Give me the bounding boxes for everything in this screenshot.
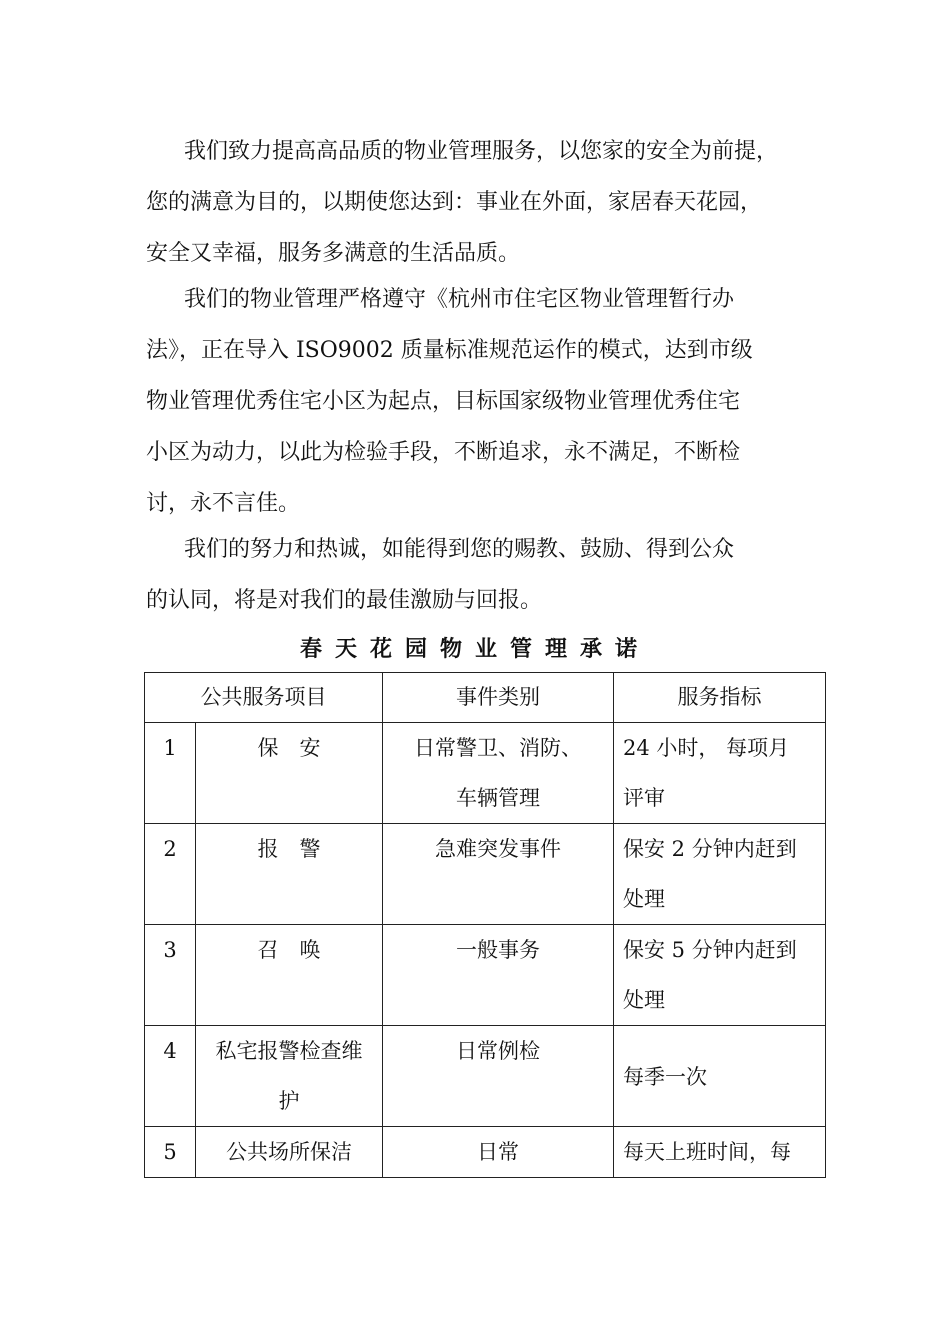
cell-line: 处理 <box>623 988 665 1012</box>
cell-line: 保安 2 分钟内赶到 <box>623 837 797 861</box>
text-line: 物业管理优秀住宅小区为起点，目标国家级物业管理优秀住宅 <box>146 389 741 414</box>
service-indicator <box>614 1026 826 1127</box>
cell-line: 每季一次 <box>623 1065 707 1089</box>
service-indicator <box>614 925 826 1026</box>
service-item <box>196 925 383 1026</box>
text-line: 我们的努力和热诚，如能得到您的赐教、鼓励、得到公众 <box>184 537 735 562</box>
service-indicator <box>614 824 826 925</box>
paragraph-closing <box>146 524 836 626</box>
paragraph-standards <box>146 274 836 529</box>
cell-line: 车辆管理 <box>456 786 540 810</box>
table-header-row <box>145 673 826 723</box>
service-commitment-table <box>144 672 826 1178</box>
row-number: 3 <box>145 925 196 1026</box>
service-item <box>196 723 383 824</box>
text-line: 我们致力提高高品质的物业管理服务，以您家的安全为前提， <box>184 139 779 164</box>
cell-line: 一般事务 <box>456 938 540 962</box>
cell-line: 每天上班时间，每 <box>623 1140 791 1164</box>
table-title: 春天花园物业管理承诺 <box>299 637 650 662</box>
cell-line: 报 警 <box>257 837 321 861</box>
cell-line: 急难突发事件 <box>435 837 561 861</box>
service-item <box>196 824 383 925</box>
event-category <box>383 723 614 824</box>
table-row <box>145 925 826 1026</box>
cell-line: 公共场所保洁 <box>226 1140 352 1164</box>
cell-line: 私宅报警检查维 <box>215 1039 363 1063</box>
text-line: 讨，永不言佳。 <box>146 491 301 516</box>
event-category <box>383 1026 614 1127</box>
table-row <box>145 723 826 824</box>
service-indicator <box>614 723 826 824</box>
header-event-category: 事件类别 <box>383 673 614 723</box>
cell-line: 日常警卫、消防、 <box>414 736 582 760</box>
row-number: 4 <box>145 1026 196 1127</box>
cell-line: 保安 5 分钟内赶到 <box>623 938 797 962</box>
table-row <box>145 1026 826 1127</box>
event-category <box>383 1127 614 1178</box>
table-row <box>145 1127 826 1178</box>
row-number: 1 <box>145 723 196 824</box>
text-line: 我们的物业管理严格遵守《杭州市住宅区物业管理暂行办 <box>184 287 735 312</box>
cell-line: 日常例检 <box>456 1039 540 1063</box>
table-row <box>145 824 826 925</box>
service-item <box>196 1026 383 1127</box>
text-line: 小区为动力，以此为检验手段，不断追求，永不满足，不断检 <box>146 440 741 465</box>
row-number: 5 <box>145 1127 196 1178</box>
row-number: 2 <box>145 824 196 925</box>
cell-line: 24 小时， 每项月 <box>623 736 790 760</box>
cell-line: 处理 <box>623 887 665 911</box>
paragraph-commitment <box>146 126 836 279</box>
cell-line: 日常 <box>477 1140 519 1164</box>
text-line: 的认同，将是对我们的最佳激励与回报。 <box>146 588 543 613</box>
event-category <box>383 925 614 1026</box>
cell-line: 保 安 <box>257 736 321 760</box>
header-service-item: 公共服务项目 <box>145 673 383 723</box>
text-line: 法》，正在导入 ISO9002 质量标准规范运作的模式，达到市级 <box>146 338 753 363</box>
service-item <box>196 1127 383 1178</box>
service-indicator <box>614 1127 826 1178</box>
cell-line: 评审 <box>623 786 665 810</box>
cell-line: 召 唤 <box>257 938 321 962</box>
cell-line: 护 <box>278 1089 300 1113</box>
header-service-indicator: 服务指标 <box>614 673 826 723</box>
text-line: 安全又幸福，服务多满意的生活品质。 <box>146 241 521 266</box>
event-category <box>383 824 614 925</box>
text-line: 您的满意为目的，以期使您达到：事业在外面，家居春天花园， <box>146 190 763 215</box>
